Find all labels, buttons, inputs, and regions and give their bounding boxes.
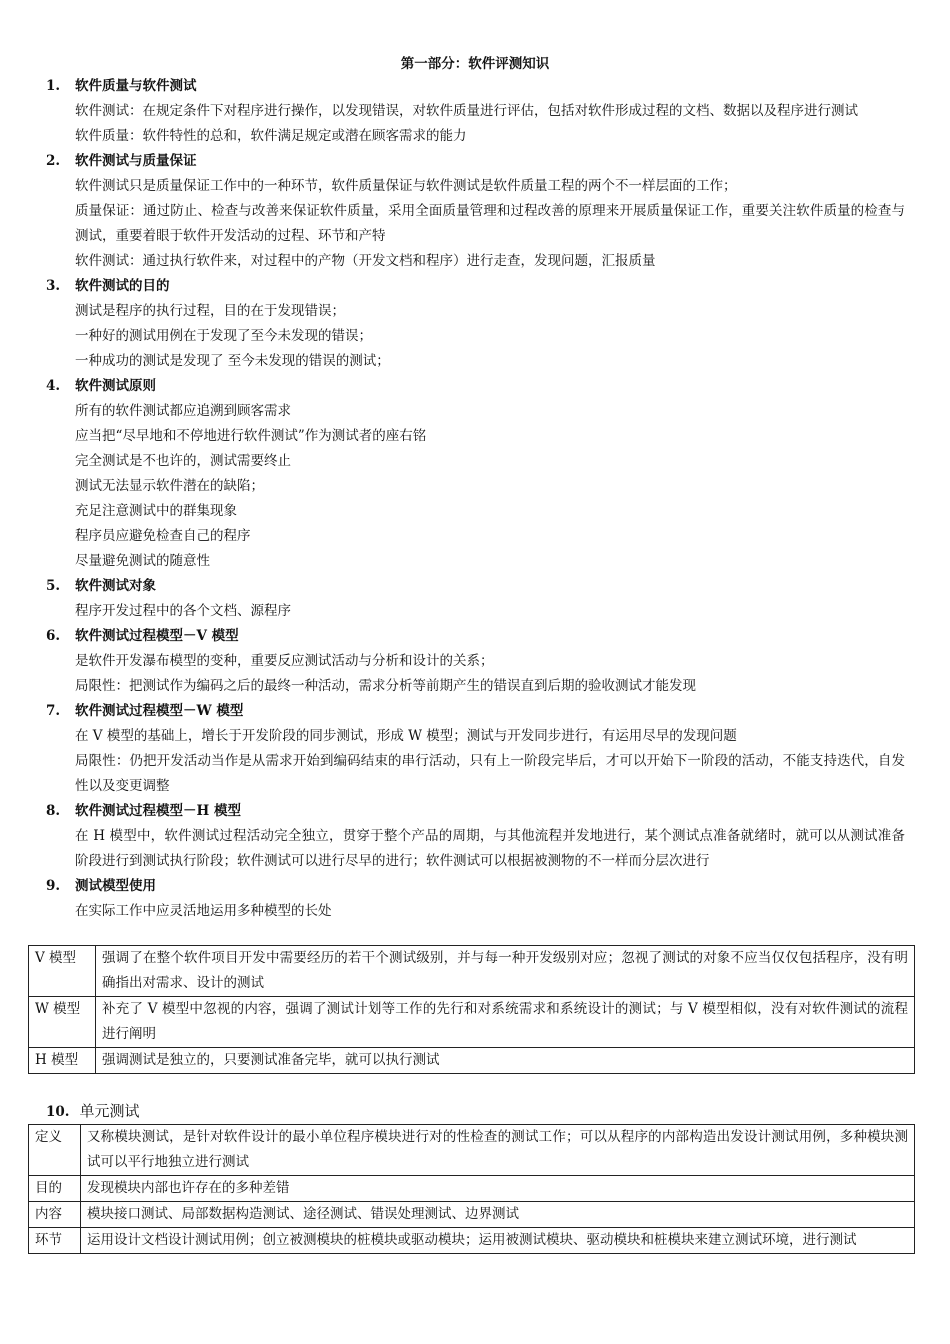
row-label: H 模型 — [29, 1048, 96, 1074]
paragraph: 在 H 模型中，软件测试过程活动完全独立，贯穿于整个产品的周期，与其他流程并发地进行，某个测试点准备就绪时，就可以从测试准备阶段进行到测试执行阶段；软件测试可以进行尽早的进行；软件测试可以根据被测物的不一样而分层次进行 — [75, 828, 905, 869]
section-number: 10. — [46, 1104, 70, 1120]
model-row — [29, 997, 915, 1048]
section-heading — [0, 624, 950, 649]
section-title: 软件测试过程模型－V 模型 — [75, 628, 239, 644]
section-number: 6. — [46, 628, 61, 644]
paragraph: 软件测试：在规定条件下对程序进行操作，以发现错误，对软件质量进行评估，包括对软件形成过程的文档、数据以及程序进行测试 — [75, 103, 858, 119]
section-title: 软件测试原则 — [75, 378, 156, 394]
paragraph: 是软件开发瀑布模型的变种，重要反应测试活动与分析和设计的关系； — [75, 653, 494, 669]
row-description: 又称模块测试，是针对软件设计的最小单位程序模块进行对的性检查的测试工作；可以从程序的内部构造出发设计测试用例，多种模块测试可以平行地独立进行测试 — [81, 1125, 915, 1176]
row-label: 环节 — [29, 1228, 81, 1254]
section-number: 9. — [46, 878, 61, 894]
section-title: 软件测试对象 — [75, 578, 156, 594]
page-title: 第一部分：软件评测知识 — [400, 56, 550, 72]
section-heading — [0, 799, 950, 824]
section-number: 4. — [46, 378, 61, 394]
section-9 — [0, 874, 950, 924]
paragraph: 程序员应避免检查自己的程序 — [75, 528, 251, 544]
paragraph: 完全测试是不也许的，测试需要终止 — [75, 453, 291, 469]
paragraph: 充足注意测试中的群集现象 — [75, 503, 237, 519]
paragraph: 测试是程序的执行过程，目的在于发现错误； — [75, 303, 345, 319]
row-description: 模块接口测试、局部数据构造测试、途径测试、错误处理测试、边界测试 — [81, 1202, 915, 1228]
section-title: 软件测试的目的 — [75, 278, 170, 294]
section-1 — [0, 74, 950, 149]
section-6 — [0, 624, 950, 699]
section-number: 7. — [46, 703, 61, 719]
paragraph: 局限性：仍把开发活动当作是从需求开始到编码结束的串行活动，只有上一阶段完毕后，才可以开始下一阶段的活动，不能支持迭代，自发性以及变更调整 — [75, 753, 905, 794]
section-title: 软件测试过程模型－W 模型 — [75, 703, 244, 719]
section-8 — [0, 799, 950, 874]
paragraph: 局限性：把测试作为编码之后的最终一种活动，需求分析等前期产生的错误直到后期的验收测试才能发现 — [75, 678, 696, 694]
unit-test-table — [28, 1124, 915, 1254]
section-title: 测试模型使用 — [75, 878, 156, 894]
row-description: 发现模块内部也许存在的多种差错 — [81, 1176, 915, 1202]
section-number: 2. — [46, 153, 61, 169]
paragraph: 测试无法显示软件潜在的缺陷； — [75, 478, 264, 494]
row-description: 补充了 V 模型中忽视的内容，强调了测试计划等工作的先行和对系统需求和系统设计的测试；与 V 模型相似，没有对软件测试的流程进行阐明 — [96, 997, 915, 1048]
paragraph: 在实际工作中应灵活地运用多种模型的长处 — [75, 903, 332, 919]
section-3 — [0, 274, 950, 374]
paragraph: 所有的软件测试都应追溯到顾客需求 — [75, 403, 291, 419]
section-heading — [0, 149, 950, 174]
section-7 — [0, 699, 950, 799]
section-5 — [0, 574, 950, 624]
unit-test-row — [29, 1202, 915, 1228]
section-heading — [0, 699, 950, 724]
paragraph: 程序开发过程中的各个文档、源程序 — [75, 603, 291, 619]
section-number: 8. — [46, 803, 61, 819]
section-4 — [0, 374, 950, 574]
section-heading — [0, 374, 950, 399]
unit-test-row — [29, 1125, 915, 1176]
section-number: 3. — [46, 278, 61, 294]
unit-test-row — [29, 1228, 915, 1254]
unit-test-row — [29, 1176, 915, 1202]
paragraph: 软件质量：软件特性的总和，软件满足规定或潜在顾客需求的能力 — [75, 128, 467, 144]
row-label: 目的 — [29, 1176, 81, 1202]
section-heading — [0, 274, 950, 299]
paragraph: 一种好的测试用例在于发现了至今未发现的错误； — [75, 328, 372, 344]
paragraph: 应当把“尽早地和不停地进行软件测试”作为测试者的座右铭 — [75, 428, 427, 444]
section-title: 软件测试与质量保证 — [75, 153, 197, 169]
paragraph: 质量保证：通过防止、检查与改善来保证软件质量，采用全面质量管理和过程改善的原理来开展质量保证工作，重要关注软件质量的检查与测试，重要着眼于软件开发活动的过程、环节和产特 — [75, 203, 905, 244]
section-number: 1. — [46, 78, 61, 94]
section-heading — [0, 874, 950, 899]
paragraph: 尽量避免测试的随意性 — [75, 553, 210, 569]
paragraph: 一种成功的测试是发现了 至今未发现的错误的测试； — [75, 353, 390, 369]
row-description: 运用设计文档设计测试用例；创立被测模块的桩模块或驱动模块；运用被测试模块、驱动模块和桩模块来建立测试环境，进行测试 — [81, 1228, 915, 1254]
section-2 — [0, 149, 950, 274]
row-description: 强调测试是独立的，只要测试准备完毕，就可以执行测试 — [96, 1048, 915, 1074]
paragraph: 在 V 模型的基础上，增长于开发阶段的同步测试，形成 W 模型；测试与开发同步进行，有运用尽早的发现问题 — [75, 728, 737, 744]
row-label: V 模型 — [29, 946, 96, 997]
paragraph: 软件测试只是质量保证工作中的一种环节，软件质量保证与软件测试是软件质量工程的两个不一样层面的工作； — [75, 178, 737, 194]
row-label: 定义 — [29, 1125, 81, 1176]
row-description: 强调了在整个软件项目开发中需要经历的若干个测试级别，并与每一种开发级别对应；忽视了测试的对象不应当仅仅包括程序，没有明确指出对需求、设计的测试 — [96, 946, 915, 997]
section-number: 5. — [46, 578, 61, 594]
sections-list — [0, 74, 950, 924]
model-row — [29, 1048, 915, 1074]
row-label: W 模型 — [29, 997, 96, 1048]
section-title: 单元测试 — [79, 1102, 140, 1120]
section-heading — [0, 574, 950, 599]
test-models-table — [28, 945, 915, 1074]
row-label: 内容 — [29, 1202, 81, 1228]
section-title: 软件质量与软件测试 — [75, 78, 197, 94]
model-row — [29, 946, 915, 997]
section-title: 软件测试过程模型－H 模型 — [75, 803, 241, 819]
paragraph: 软件测试：通过执行软件来，对过程中的产物（开发文档和程序）进行走查，发现问题，汇报质量 — [75, 253, 656, 269]
section-10-heading — [46, 1099, 140, 1124]
section-heading — [0, 74, 950, 99]
